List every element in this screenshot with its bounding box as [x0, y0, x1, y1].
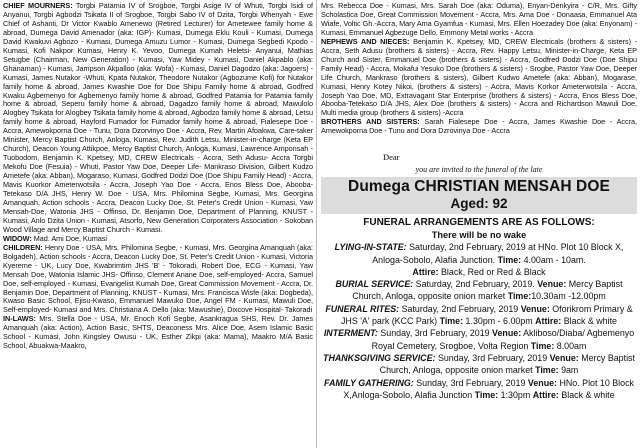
children-text: Henry Doe - USA, Mrs. Philomina Segbe, - Kumasi, Mrs. Georgina Amanquah (aka: Bolgadeh), Action schools - Accra, Deacon Lucky Doe, St. Peter's Credit Union - Kumasi, Victoria Kyereme - UK, Lucy Doe, Kwabrimtim JHS 'B' - Tokoradi, Robert Doe, ECG - Kumasi, Yaw Mensah Doe, Watonia Islamic JHS- Offinso, Clement Anane Doe, self-employed- Accra, Samuel Doe, self-employed - Kumasi, Evangelist Kumah Doe, Great Commission Movement - Accra, Dr. Benjamin Doe, Department of Planning, KNUST - Kumasi, Mrs. Francisca Wisfe (aka: Dogbeda), Kwaso Basic School, Ejisu-Kwaso, Emmanuel Mawuko Doe, Angel FM - Kumasi, Mawuli Doe, Self-employed- Kumasi and Mrs. Christiana A. Dello (aka: Mawushie), Dixcove Hospital- Takoradi [3, 242, 313, 315]
event-label: BURIAL SERVICE: [335, 279, 414, 290]
venue-label: Venue: [537, 279, 567, 290]
invite-line: you are invited to the funeral of the late [415, 165, 543, 175]
event-time: 8.00am [556, 340, 587, 351]
children-paragraph [3, 244, 313, 316]
left-column [3, 2, 313, 446]
event-interment [323, 327, 635, 352]
arrangements-title: FUNERAL ARRANGEMENTS ARE AS FOLLOWS: [363, 217, 595, 229]
time-label: Time: [535, 365, 559, 376]
event-attire: Black & white [561, 389, 615, 400]
event-attire: Black & white [563, 316, 617, 327]
attire-label: Attire: [532, 389, 559, 400]
right-column [321, 2, 637, 446]
event-time: 4.00am - 10am. [523, 254, 586, 265]
no-wake-note: There will be no wake [431, 230, 527, 241]
name-banner [321, 177, 637, 214]
event-venue: HNo. Plot 10 Block X,Anloga-Sobolo, Alafia Junction [343, 377, 634, 400]
event-detail: Saturday, 2nd February, 2019. [415, 279, 535, 290]
venue-label: Venue: [520, 303, 550, 314]
in-laws-text: Mrs. Stella Doe - USA, Mr. Enoch Kofi Segbe, Asankragua SHS, Rev. Dr. James Amanquah (aka: Action), Action Basic, SHTS, Deaconess Mrs. Alice Doe, Asem Islamic Basic School - Kumasi, John Kingsley Owusu - UK, Esther Zikpi (aka: Mama), Maakro M/A Basic School, Abuakwa-Maakro, [3, 314, 313, 351]
event-time: 10.30am -12.00pm [531, 291, 606, 302]
event-label: THANKSGIVING SERVICE: [323, 352, 436, 363]
brothers-text: Sarah Fialesepe Doe - Accra, James Kwashie Doe - Accra, Amewokporna Doe - Tunu and Dora Dzrovinya Doe - Accra [321, 117, 637, 136]
event-venue: Mercy Baptist Church, Anloga, opposite onion market [379, 352, 635, 376]
event-attire: Black, Red or Red & Black [441, 266, 546, 277]
event-detail: Sunday, 3rd February, 2019 [416, 377, 526, 388]
event-time: 9am [561, 365, 579, 376]
time-label: Time: [497, 254, 522, 265]
in-laws-paragraph [3, 315, 313, 351]
venue-label: Venue: [527, 377, 558, 388]
deceased-age: Aged: 92 [450, 196, 508, 212]
nephews-text: Benjamin K. Kpetsey, MD, CREW Electricals (brothers & sisters) - Accra, Seth Adusu (brothers & sisters) - Accra, Rev. Happy Letsu, Minister-in-Charge, Keta EP Church and Sister, Emmanuel Doe (brothers & sisters) - Accra, Godfred Dodzi Doe (Doe Shipu Family Head) - Accra, Mokafui Yesuko Doe (brothers & sisters) - Srogbe, Pastor Yaw Doe, Deeper Life Church, Mankraso (brothers & sisters), Gilbert Kudwo Ametefe (aka: Abban), Mogarase, Kumasi, Henry Kotey Nikoi, (brothers & sisters) - Accra, Mavis Korkor Ameterwotsila - Accra, Joseph Yao Doe, MD, Extravagant Star Enterprise (brothers & sisters) - Accra, Enos Bless Doe, Abooba-Tetekaso D/A JHS, Alex Doe (brothers & sisters) - Accra and Richardson Mawuli Doe, Multi media group (brothers & sisters) -Accra [321, 36, 637, 118]
venue-label: Venue: [549, 352, 579, 363]
event-detail: Saturday, 2nd February, 2019 [401, 303, 519, 314]
chief-mourners-text: Torgbi Patamia IV of Srogboe, Torgbi Asige IV of Whuti, Torgbi Isidi of Anyanui, Torgbi Agbodzi Tsikata II of Srogboe, Torgbi Sabo IV of Dzita, Torgbi Whenyah - Ewe Chief of Ashanti, Dr Victor Kwablo Amenewo (Retired Lecturer) for Ametewee family home & abroad, Dumega David Amenador (aka: IGP)- Kumasi, Dumega Eklu Kouli - Kumasi, Dumega David Kwakuvi Agbozo - Kumasi, Dumega Amuzu Lumor - Kumasi, Dumega Segbedi Kpodo - Kumasi, Kofi Nakpor Kumasi, Henry K. Yevoo, Dumega Kumah Heletsi- Anyanui, Mathias Setugbe (Chairman, New Generation) - Kumasi, Yaw Midey - Kumasi, Daniel Akpablo (aka: Ghanaman) - Kumasi, Jampson Akpalloo (aka: Wofa) - Kumasi, Daniel Dagodzo (aka: Jagoers) - Kumasi, James Nutakor -Whuti, Kpata Nutakor, Theodore Nutakor (Agbozume Kofi) for Nutakor family home & abroad, James Kwashie Doe for Doe Shipu Family home & abroad, Godfred Kwaku Agbemenyo for Agbemenyo family home & abroad, Godfred Patamia for Patamia family home & abroad, Seperu family home & abroad, Dagadzo family home & abroad, Mawulolo Alogbey Tsikata for Alogbey Tsikata family home & abroad, Agbodzo family home & abroad, Letsu family home & abroad, Hayford Fumador for Fumador family home & abroad, Fialesepe Doe - Accra, Amewokporna Doe - Tunu, Dora Dzorvinyo Doe - Accra, Rev. Martin Afoakwa, Care-taker Minister, Mercy Baptist Church, Anloga, Kumasi, Rev. Judith Letsu, Minister-in-charge (Keta EP Church), Deacon Young Attikpoe, Mercy Baptist Church, Anloga, Kumasi, Lawrence Amponsah - Tuobodom, Benjamin K. Kpetsey, MD, CREW Electricals - Accra, Seth Adusu- Accra Torgbi Mekofu Doe (Fesuia) - Whuti, Pastor Yaw Doe, Deeper Life- Mankraso Division, Gilbert Kudzo Ametefe (aka: Abban), Mogaraso, Kumasi, Godfred Dodzi Doe (Doe Shipu Family Head) - Accra, Mavis Kuorkor Ameterwotsila - Accra, Joseph Yao Doe - Accra, Enos Bless Doe, Abooba-Tetekaso D/A JHS, Henry W. Doe - USA, Mrs. Philomina Segbe, Kumasi, Mrs. Georgina Amanquah, Action schools - Accra, Deacon Lucky Doe, St. Peter's Credit Union - Kumasi, Yaw Mensah-Doe, Watonia JHS - Offinso, Dr. Benjamin Doe, Department of Planning, KNUST - Kumasi, Anlo Dzita Union - Kumasi, Atsorfo, New Generation Corporaters Association - Sokoban Wood Village and Mercy Baptist Church - Kumasi. [3, 2, 313, 234]
event-label: INTERMENT: [323, 328, 378, 339]
event-time: 1:30pm [500, 389, 531, 400]
nephews-label: NEPHEWS AND NIECES: [321, 36, 410, 46]
event-label: FAMILY GATHERING: [324, 377, 414, 388]
time-label: Time: [439, 316, 464, 327]
time-label: Time: [474, 389, 499, 400]
attire-label: Attire: [412, 266, 439, 277]
event-label: LYING-IN-STATE: [334, 242, 407, 253]
in-laws-continued: Mrs. Rebecca Doe - Kumasi, Mrs. Sarah Doe (aka: Oduma), Enyan-Denkyira - C/R, Mrs. Gifty Scholastica Doe, Great Commission Movement - Accra, Mrs. Ama Doe - Donaasa, Emmanuel Ata Wiafe, Voltic Gh.-Accra, Mary Ama Gyamfua - Kumasi, Mrs. Ellen Hoezadey Doe (aka: Enyonam) - Kumasi, Emmanuel Agbezuge Dello, Emmony Metal works - Accra [321, 2, 637, 37]
event-venue: Oforikrom Primary & JHS 'A' park (KCC Park) [340, 303, 633, 327]
event-detail: Sunday, 3rd February, 2019 [437, 352, 548, 363]
chief-mourners-label: CHIEF MOURNERS: [3, 2, 73, 10]
children-label: CHILDREN: [3, 242, 43, 252]
venue-label: Venue: [492, 328, 522, 339]
widow-label: WIDOW: [3, 233, 32, 243]
event-lying-in-state: LYING-IN-STATE: Saturday, 2nd February, 2019 at HNo. Plot 10 Block X, Anloga-Sobolo, Alafia Junction. Time: 4.00am - 10am. Attire: Black, Red or Red & Black [334, 242, 624, 277]
in-laws-label: IN-LAWS: [3, 314, 36, 324]
event-family-gathering [323, 377, 635, 402]
attire-label: Attire: [535, 316, 562, 327]
nephews-paragraph [321, 38, 637, 119]
brothers-paragraph [321, 118, 637, 136]
event-venue: Akliboso/Diaba/ Agbemenyo Royal Cemetery, Srogboe, Volta Region [371, 328, 635, 351]
dear-salutation: Dear [383, 152, 400, 163]
column-divider [316, 0, 317, 448]
event-venue: Mercy Baptist Church, Anloga, opposite onion market [352, 279, 623, 302]
time-label: Time: [507, 291, 532, 302]
brothers-label: BROTHERS AND SISTERS: [321, 117, 420, 127]
event-detail: Saturday, 2nd February, 2019 at HNo. Plot 10 Block X, Anloga-Sobolo, Alafia Junction [372, 242, 624, 265]
chief-mourners-paragraph [3, 2, 313, 235]
relations-continued [321, 2, 637, 136]
time-label: Time: [530, 340, 555, 351]
event-detail: Sunday, 3rd February, 2019 [380, 328, 490, 339]
deceased-name: Dumega CHRISTIAN MENSAH DOE [348, 178, 610, 196]
widow-text: Mad. Ami Doe, Kumasi [33, 233, 107, 243]
event-thanksgiving-service [323, 352, 635, 377]
event-label: FUNERAL RITES: [325, 303, 400, 314]
event-burial-service [323, 278, 635, 303]
event-funeral-rites [323, 303, 635, 328]
event-time: 1.30pm - 6.00pm [465, 316, 533, 327]
